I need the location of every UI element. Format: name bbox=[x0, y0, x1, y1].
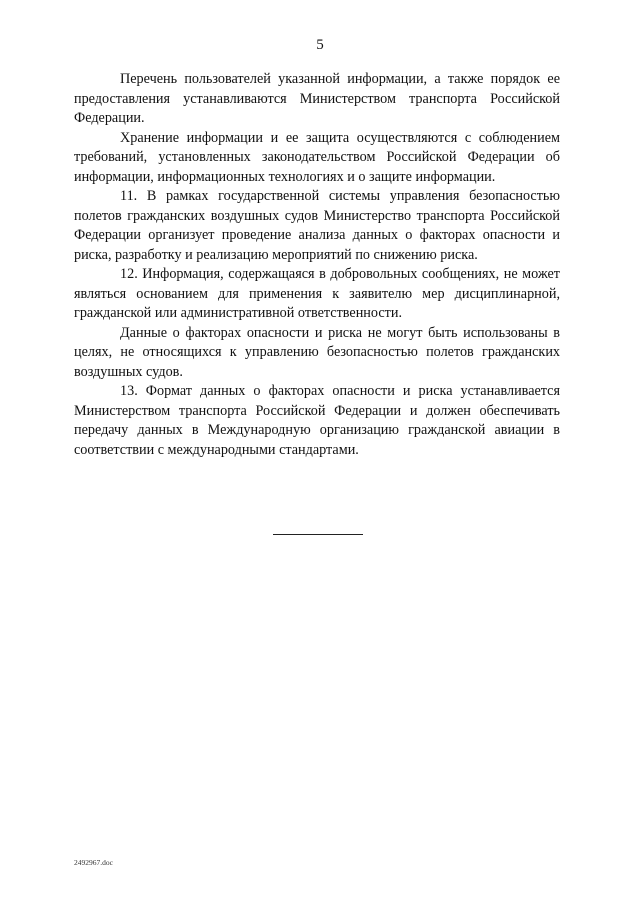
paragraph-item-13: 13. Формат данных о факторах опасности и риска устанавливается Министерством транспорта Российской Федерации и должен обеспечивать передачу данных в Международную организацию гражданской авиации в соответствии с международными стандартами. bbox=[74, 383, 560, 458]
page-number: 5 bbox=[316, 37, 324, 53]
paragraph-user-list: Перечень пользователей указанной информации, а также порядок ее предоставления устанавливаются Министерством транспорта Российской Федерации. bbox=[74, 71, 560, 126]
paragraph-hazard-data-usage: Данные о факторах опасности и риска не могут быть использованы в целях, не относящихся к управлению безопасностью полетов гражданских воздушных судов. bbox=[74, 324, 560, 380]
paragraph-item-12: 12. Информация, содержащаяся в добровольных сообщениях, не может являться основанием для применения к заявителю мер дисциплинарной, гражданской или административной ответственности. bbox=[74, 266, 560, 321]
document-body bbox=[74, 70, 560, 460]
paragraph-storage-protection: Хранение информации и ее защита осуществляются с соблюдением требований, установленных законодательством Российской Федерации об информации, информационных технологиях и о защите информации. bbox=[74, 129, 560, 185]
paragraph-item-11: 11. В рамках государственной системы управления безопасностью полетов гражданских воздушных судов Министерство транспорта Российской Федерации организует проведение анализа данных о факторах опасности и риска, разработку и реализацию мероприятий по снижению риска. bbox=[74, 188, 560, 263]
file-reference: 2492967.doc bbox=[74, 858, 113, 867]
end-separator-line bbox=[273, 534, 363, 535]
